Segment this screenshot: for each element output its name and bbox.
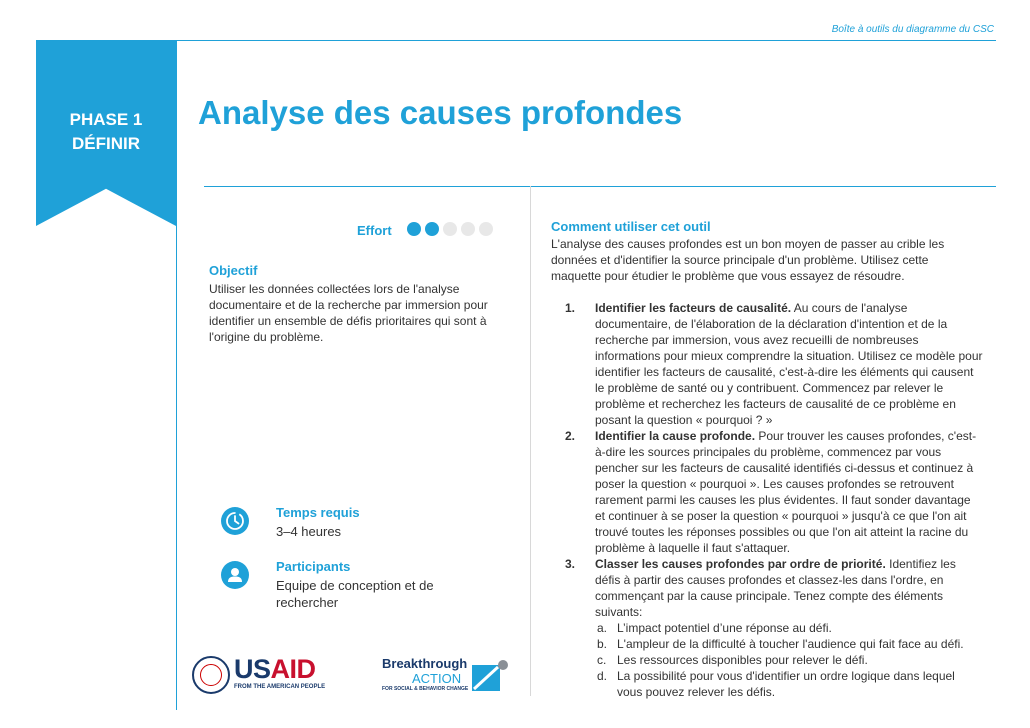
usaid-tagline: FROM THE AMERICAN PEOPLE [234,684,326,690]
sub-letter: c. [597,653,607,667]
sub-letter: a. [597,621,608,635]
temps-title: Temps requis [276,505,360,520]
sub-list [595,620,983,700]
phase-label [36,108,176,156]
breakthrough-logo-mark [470,659,510,693]
bt-wordmark-1: Breakthrough [382,656,468,671]
usaid-us: US [234,654,271,684]
participants-value: Equipe de conception et de rechercher [276,578,434,610]
usaid-seal-logo [192,656,230,694]
effort-dot-empty [443,222,457,236]
clock-icon [221,507,249,535]
objectif-title: Objectif [209,263,258,278]
step-lead: Identifier la cause profonde. [595,429,756,443]
header-caption: Boîte à outils du diagramme du CSC [831,24,994,35]
sub-text: Les ressources disponibles pour relever le défi. [617,653,868,667]
usaid-aid: AID [270,654,316,684]
steps-list [551,300,983,700]
step-item [551,556,983,700]
sub-letter: d. [597,669,608,683]
page-title: Analyse des causes profondes [198,94,683,131]
person-icon [221,561,249,589]
step-number: 1. [565,301,576,315]
bt-wordmark-2: ACTION [412,671,462,686]
phase-number: PHASE 1 [69,110,143,129]
effort-dot-filled [407,222,421,236]
phase-name: DÉFINIR [72,134,140,153]
sub-item [595,668,983,700]
sub-text: L'ampleur de la difficulté à toucher l'audience qui fait face au défi. [617,637,964,651]
sub-item [595,652,983,668]
vertical-rule [176,40,177,710]
step-text: Pour trouver les causes profondes, c'est-à-dire les sources principales du problème, commencez par vous pencher sur les facteurs de causalité identifiés ci-dessus et continuez à poser la question « pourquoi ». Les causes profondes se retrouvent rarement parmi les causes les plus évidentes. Il faut sonder davantage et continuer à se poser la question « pourquoi » jusqu'à ce que l'on ait trouvé toutes les réponses possibles ou que l'on ait atteint la racine du problème à laquelle il faut s'attaquer. [595,429,977,555]
effort-dot-empty [461,222,475,236]
step-lead: Identifier les facteurs de causalité. [595,301,792,315]
howto-intro: L'analyse des causes profondes est un bon moyen de passer au crible les données et d'identifier la source principale d'un problème. Utilisez cette maquette pour étudier le problème que vous essayez de résoudre. [551,237,945,283]
step-item [551,428,983,556]
step-text: Au cours de l'analyse documentaire, de l'élaboration de la déclaration d'intention et de la recherche par immersion, vous avez recueilli de nombreuses informations pour mieux comprendre la situation. Utilisez ce modèle pour identifier les facteurs de causalité, c'est-à-dire les éléments qui causent le problème de santé ou y contribuent. Commencez par relever le problème et recherchez les facteurs de causalité de ce problème en posant la question « pourquoi ? » [595,301,983,427]
usaid-wordmark [234,654,316,685]
temps-value: 3–4 heures [276,524,342,539]
effort-rating [407,222,493,236]
step-text: Identifiez les défis à partir des causes profondes et classez-les dans l'ordre, en commençant par la cause principale. Tenez compte des éléments suivants: [595,557,956,619]
participants-title: Participants [276,559,351,574]
effort-label: Effort [357,223,392,238]
sub-item [595,636,983,652]
top-rule [176,40,996,41]
sub-text: La possibilité pour vous d'identifier un ordre logique dans lequel vous pouvez relever les défis. [617,669,955,699]
step-number: 3. [565,557,576,571]
step-lead: Classer les causes profondes par ordre de priorité. [595,557,886,571]
step-item [551,300,983,428]
bt-tagline: FOR SOCIAL & BEHAVIOR CHANGE [382,686,469,692]
objectif-text: Utiliser les données collectées lors de l'analyse documentaire et de la recherche par immersion pour identifier un ensemble de défis prioritaires qui sont à l'origine du problème. [209,282,488,344]
sub-text: L’impact potentiel d’une réponse au défi. [617,621,832,635]
sub-item [595,620,983,636]
step-number: 2. [565,429,576,443]
column-divider [530,186,531,696]
effort-dot-filled [425,222,439,236]
howto-title: Comment utiliser cet outil [551,219,711,234]
title-rule [204,186,996,187]
sub-letter: b. [597,637,608,651]
effort-dot-empty [479,222,493,236]
